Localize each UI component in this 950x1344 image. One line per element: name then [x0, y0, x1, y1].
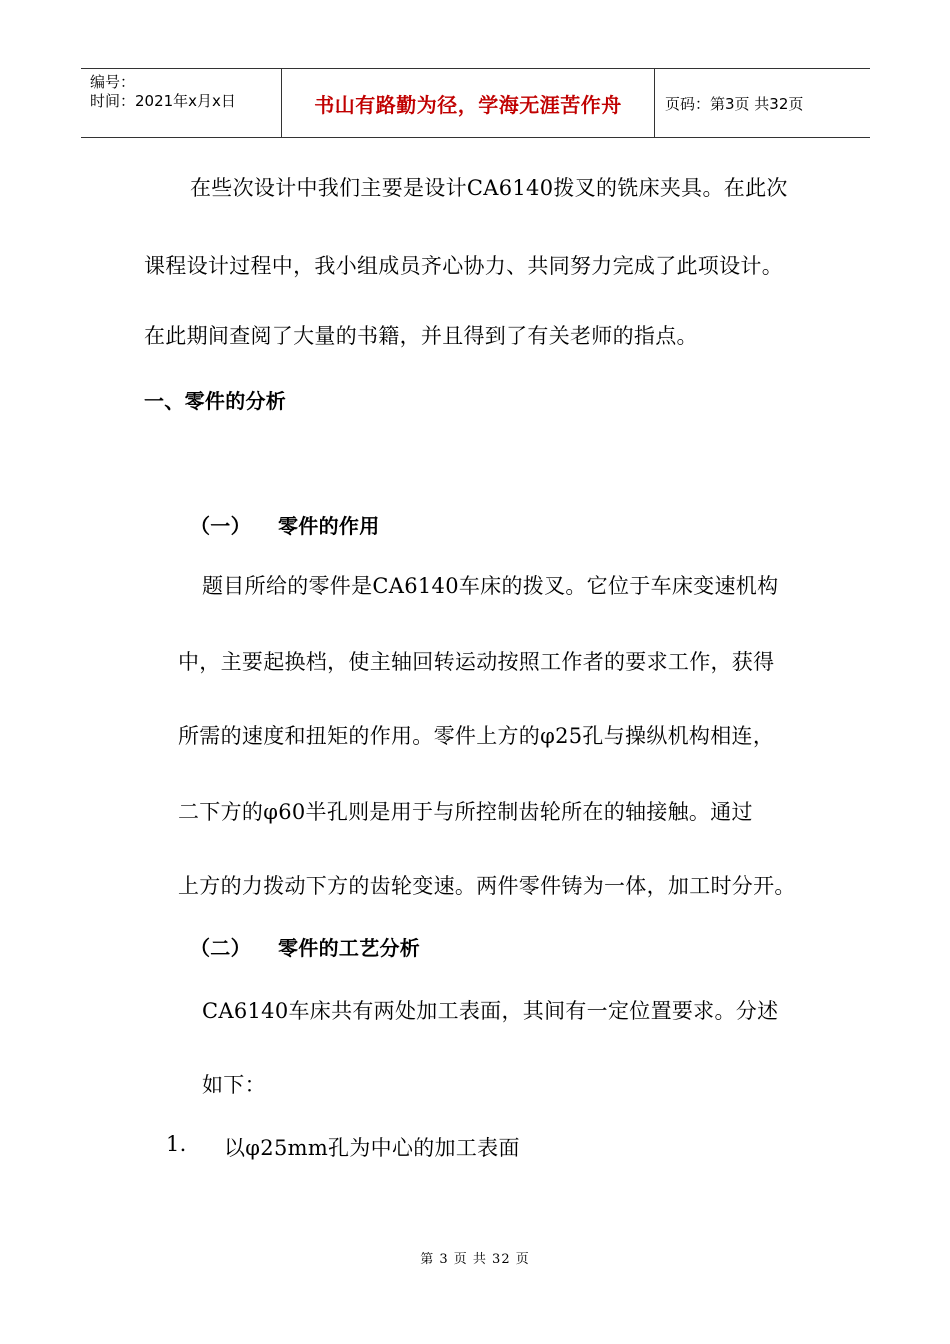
number-label: 编号：	[90, 73, 136, 91]
intro-line-1: 在些次设计中我们主要是设计CA6140拨叉的铣床夹具。在此次	[190, 176, 788, 200]
subsection-1-number: （一）	[190, 514, 251, 538]
header-motto: 书山有路勤为径，学海无涯苦作舟	[314, 92, 622, 117]
subsection-2-number: （二）	[190, 936, 251, 960]
section-title-part-analysis: 一、零件的分析	[144, 389, 287, 413]
sub2-line-1: CA6140车床共有两处加工表面，其间有一定位置要求。分述	[202, 999, 779, 1023]
list-item-1-text: 以φ25mm孔为中心的加工表面	[224, 1136, 520, 1160]
sub2-line-2: 如下：	[202, 1073, 266, 1097]
intro-line-3: 在此期间查阅了大量的书籍，并且得到了有关老师的指点。	[144, 324, 698, 348]
header-page-info: 页码：第3页 共32页	[665, 94, 804, 113]
subsection-1-title: 零件的作用	[278, 514, 380, 538]
sub1-line-4: 二下方的φ60半孔则是用于与所控制齿轮所在的轴接触。通过	[178, 800, 753, 824]
sub1-line-1: 题目所给的零件是CA6140车床的拨叉。它位于车床变速机构	[202, 574, 779, 598]
page-footer: 第 3 页 共 32 页	[420, 1252, 530, 1267]
subsection-2-title: 零件的工艺分析	[278, 936, 421, 960]
sub1-line-2: 中，主要起换档，使主轴回转运动按照工作者的要求工作，获得	[178, 650, 775, 674]
header-meta	[81, 69, 282, 137]
list-item-1-number: 1.	[166, 1132, 187, 1156]
header-motto-cell	[282, 69, 655, 137]
time-label: 时间：2021年x月x日	[90, 92, 236, 110]
sub1-line-3: 所需的速度和扭矩的作用。零件上方的φ25孔与操纵机构相连，	[178, 724, 775, 748]
intro-line-2: 课程设计过程中，我小组成员齐心协力、共同努力完成了此项设计。	[144, 254, 783, 278]
page-header	[81, 68, 870, 138]
sub1-line-5: 上方的力拨动下方的齿轮变速。两件零件铸为一体，加工时分开。	[178, 874, 796, 898]
